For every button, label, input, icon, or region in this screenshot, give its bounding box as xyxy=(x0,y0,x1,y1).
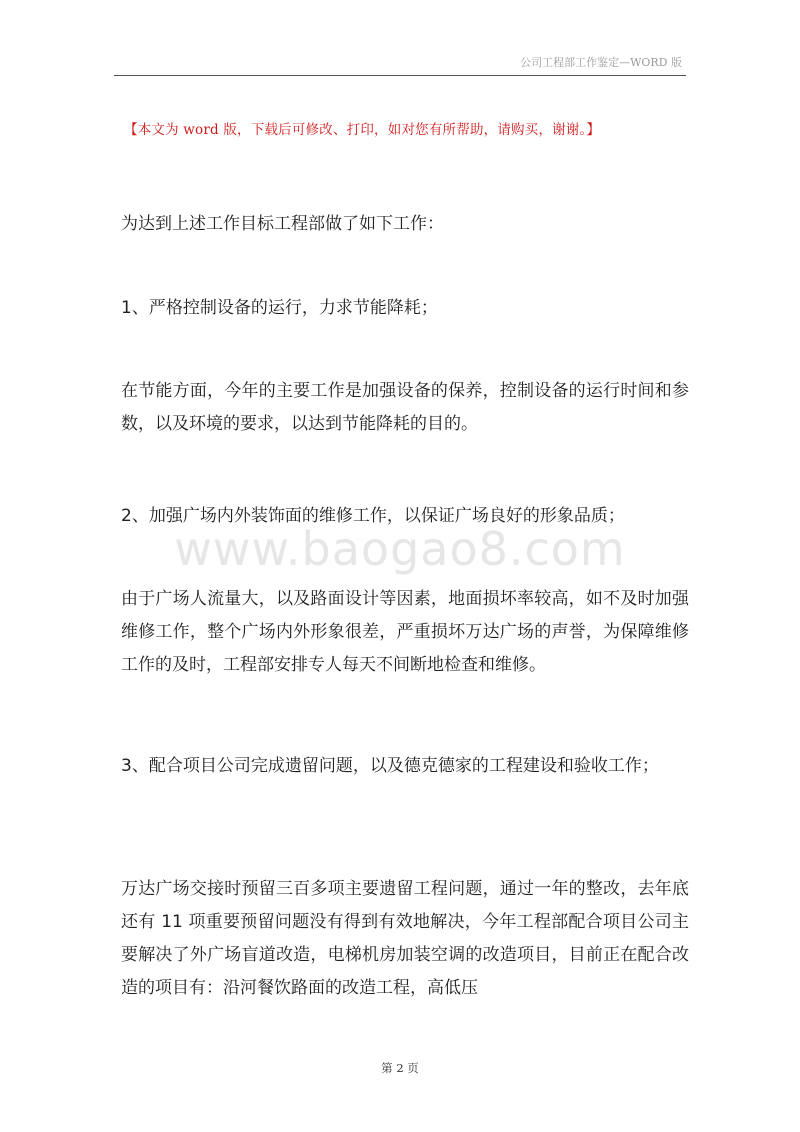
paragraph-intro: 为达到上述工作目标工程部做了如下工作： xyxy=(121,214,444,234)
paragraph-body-3: 万达广场交接时预留三百多项主要遗留工程问题，通过一年的整改，去年底还有 11 项重要预留问题没有得到有效地解决，今年工程部配合项目公司主要解决了外广场盲道改造，电梯机房加装空调的改造项目，目前正在配合改造的项目有：沿河餐饮路面的改造工程，高低压 xyxy=(121,879,689,998)
watermark: www.baogao8.com xyxy=(174,522,626,576)
paragraph-heading-1: 1、严格控制设备的运行，力求节能降耗； xyxy=(121,298,438,318)
header-rule xyxy=(114,75,686,76)
paragraph-body-1: 在节能方面，今年的主要工作是加强设备的保养，控制设备的运行时间和参数，以及环境的要求，以达到节能降耗的目的。 xyxy=(121,381,689,434)
paragraph-heading-3: 3、配合项目公司完成遗留问题，以及德克德家的工程建设和验收工作； xyxy=(121,756,659,776)
paragraph-heading-2: 2、加强广场内外装饰面的维修工作，以保证广场良好的形象品质； xyxy=(121,506,625,526)
purchase-notice: 【本文为 word 版，下载后可修改、打印，如对您有所帮助，请购买，谢谢。】 xyxy=(124,122,601,138)
header-title: 公司工程部工作鉴定—WORD 版 xyxy=(520,56,682,69)
page-number: 第 2 页 xyxy=(381,1061,419,1075)
paragraph-body-2: 由于广场人流量大，以及路面设计等因素，地面损坏率较高，如不及时加强维修工作，整个广场内外形象很差，严重损坏万达广场的声誉，为保障维修工作的及时，工程部安排专人每天不间断地检查和维修。 xyxy=(121,589,689,675)
